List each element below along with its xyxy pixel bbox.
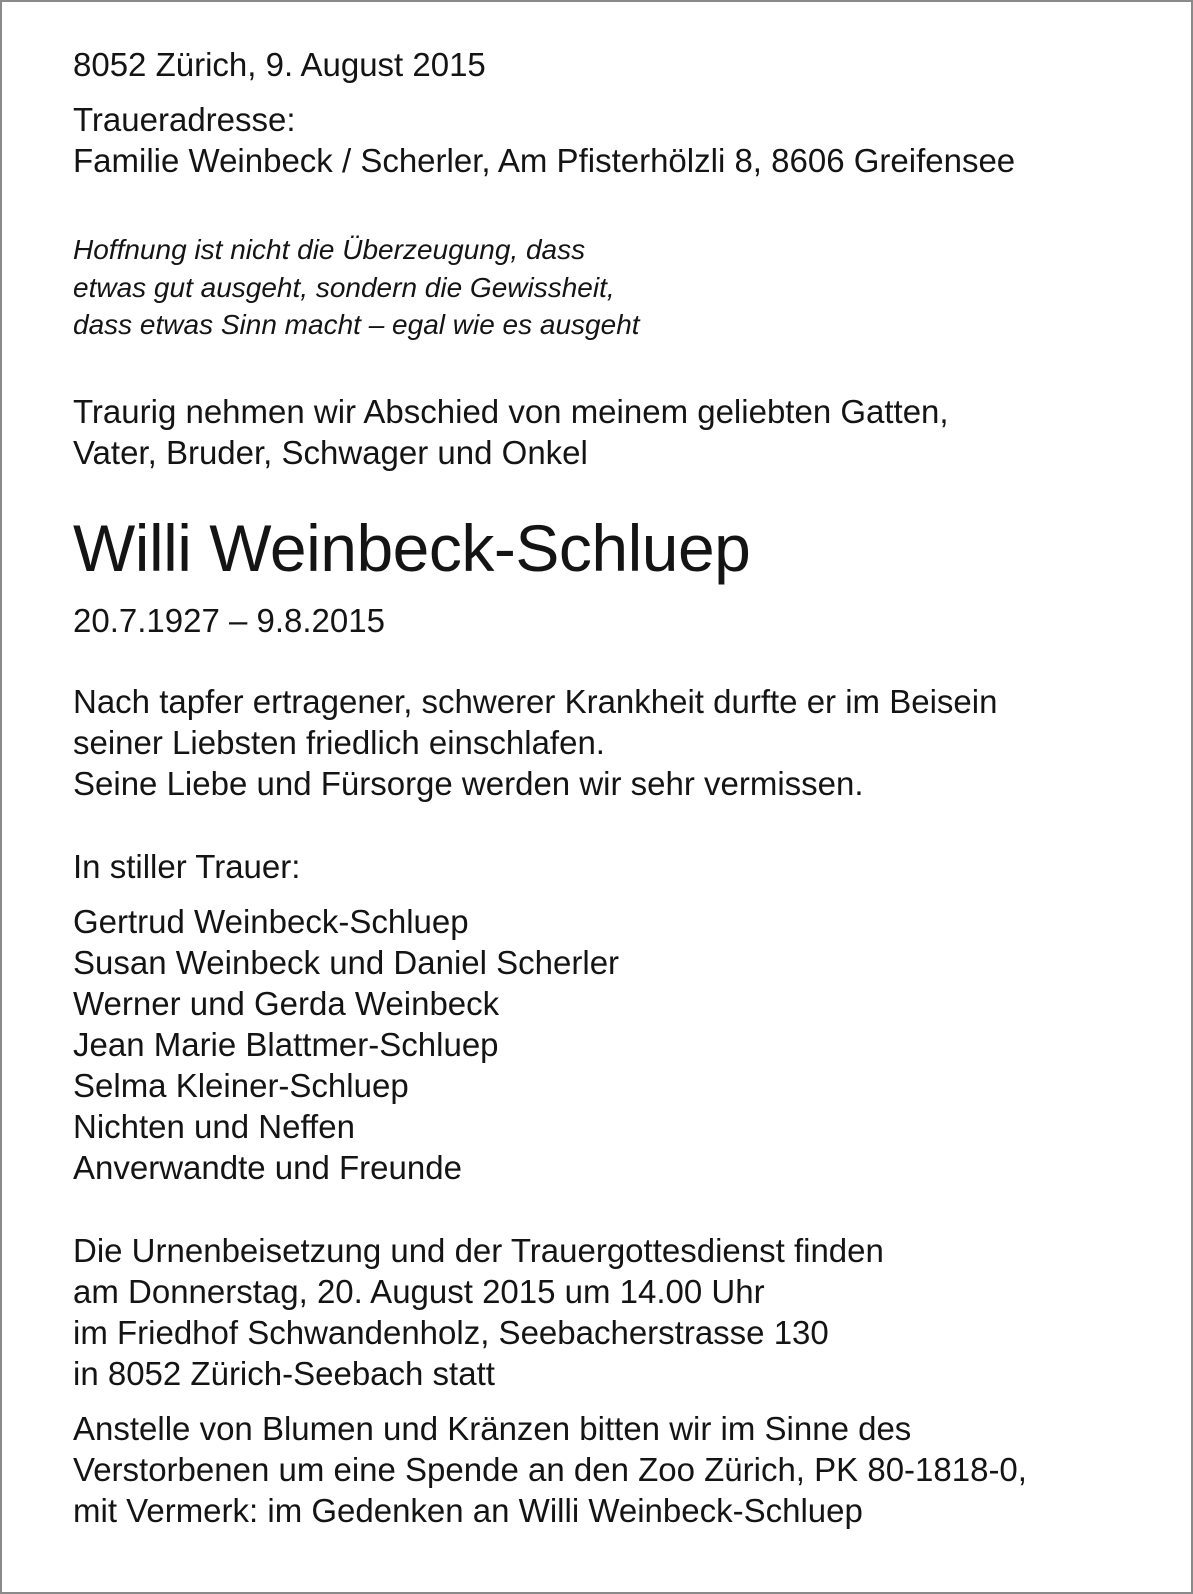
service-line: Die Urnenbeisetzung und der Trauergottesdienst finden xyxy=(73,1232,884,1269)
quote-line: etwas gut ausgeht, sondern die Gewissheit, xyxy=(73,272,615,303)
mourner-name: Selma Kleiner-Schluep xyxy=(73,1067,409,1104)
place-date: 8052 Zürich, 9. August 2015 xyxy=(73,46,486,83)
message-line: Seine Liebe und Fürsorge werden wir sehr vermissen. xyxy=(73,765,864,802)
service-line: im Friedhof Schwandenholz, Seebacherstrasse 130 xyxy=(73,1314,829,1351)
life-dates: 20.7.1927 – 9.8.2015 xyxy=(73,602,385,639)
service-line: am Donnerstag, 20. August 2015 um 14.00 Uhr xyxy=(73,1273,765,1310)
mourners-heading: In stiller Trauer: xyxy=(73,848,301,885)
intro-line: Traurig nehmen wir Abschied von meinem geliebten Gatten, xyxy=(73,393,949,430)
mourner-name: Jean Marie Blattmer-Schluep xyxy=(73,1026,499,1063)
quote-line: Hoffnung ist nicht die Überzeugung, dass xyxy=(73,234,586,265)
message-line: Nach tapfer ertragener, schwerer Krankheit durfte er im Beisein xyxy=(73,683,998,720)
service-line: in 8052 Zürich-Seebach statt xyxy=(73,1355,495,1392)
deceased-name: Willi Weinbeck-Schluep xyxy=(73,511,751,585)
mourner-name: Nichten und Neffen xyxy=(73,1108,355,1145)
address-value: Familie Weinbeck / Scherler, Am Pfisterhölzli 8, 8606 Greifensee xyxy=(73,142,1016,179)
quote-line: dass etwas Sinn macht – egal wie es ausgeht xyxy=(73,309,640,340)
donation-line: mit Vermerk: im Gedenken an Willi Weinbeck-Schluep xyxy=(73,1492,863,1529)
mourner-name: Gertrud Weinbeck-Schluep xyxy=(73,903,469,940)
donation-line: Verstorbenen um eine Spende an den Zoo Zürich, PK 80-1818-0, xyxy=(73,1451,1027,1488)
mourner-name: Werner und Gerda Weinbeck xyxy=(73,985,500,1022)
donation-line: Anstelle von Blumen und Kränzen bitten wir im Sinne des xyxy=(73,1410,912,1447)
mourner-name: Susan Weinbeck und Daniel Scherler xyxy=(73,944,620,981)
address-label: Traueradresse: xyxy=(73,101,296,138)
message-line: seiner Liebsten friedlich einschlafen. xyxy=(73,724,605,761)
intro-line: Vater, Bruder, Schwager und Onkel xyxy=(73,434,588,471)
mourner-name: Anverwandte und Freunde xyxy=(73,1149,462,1186)
